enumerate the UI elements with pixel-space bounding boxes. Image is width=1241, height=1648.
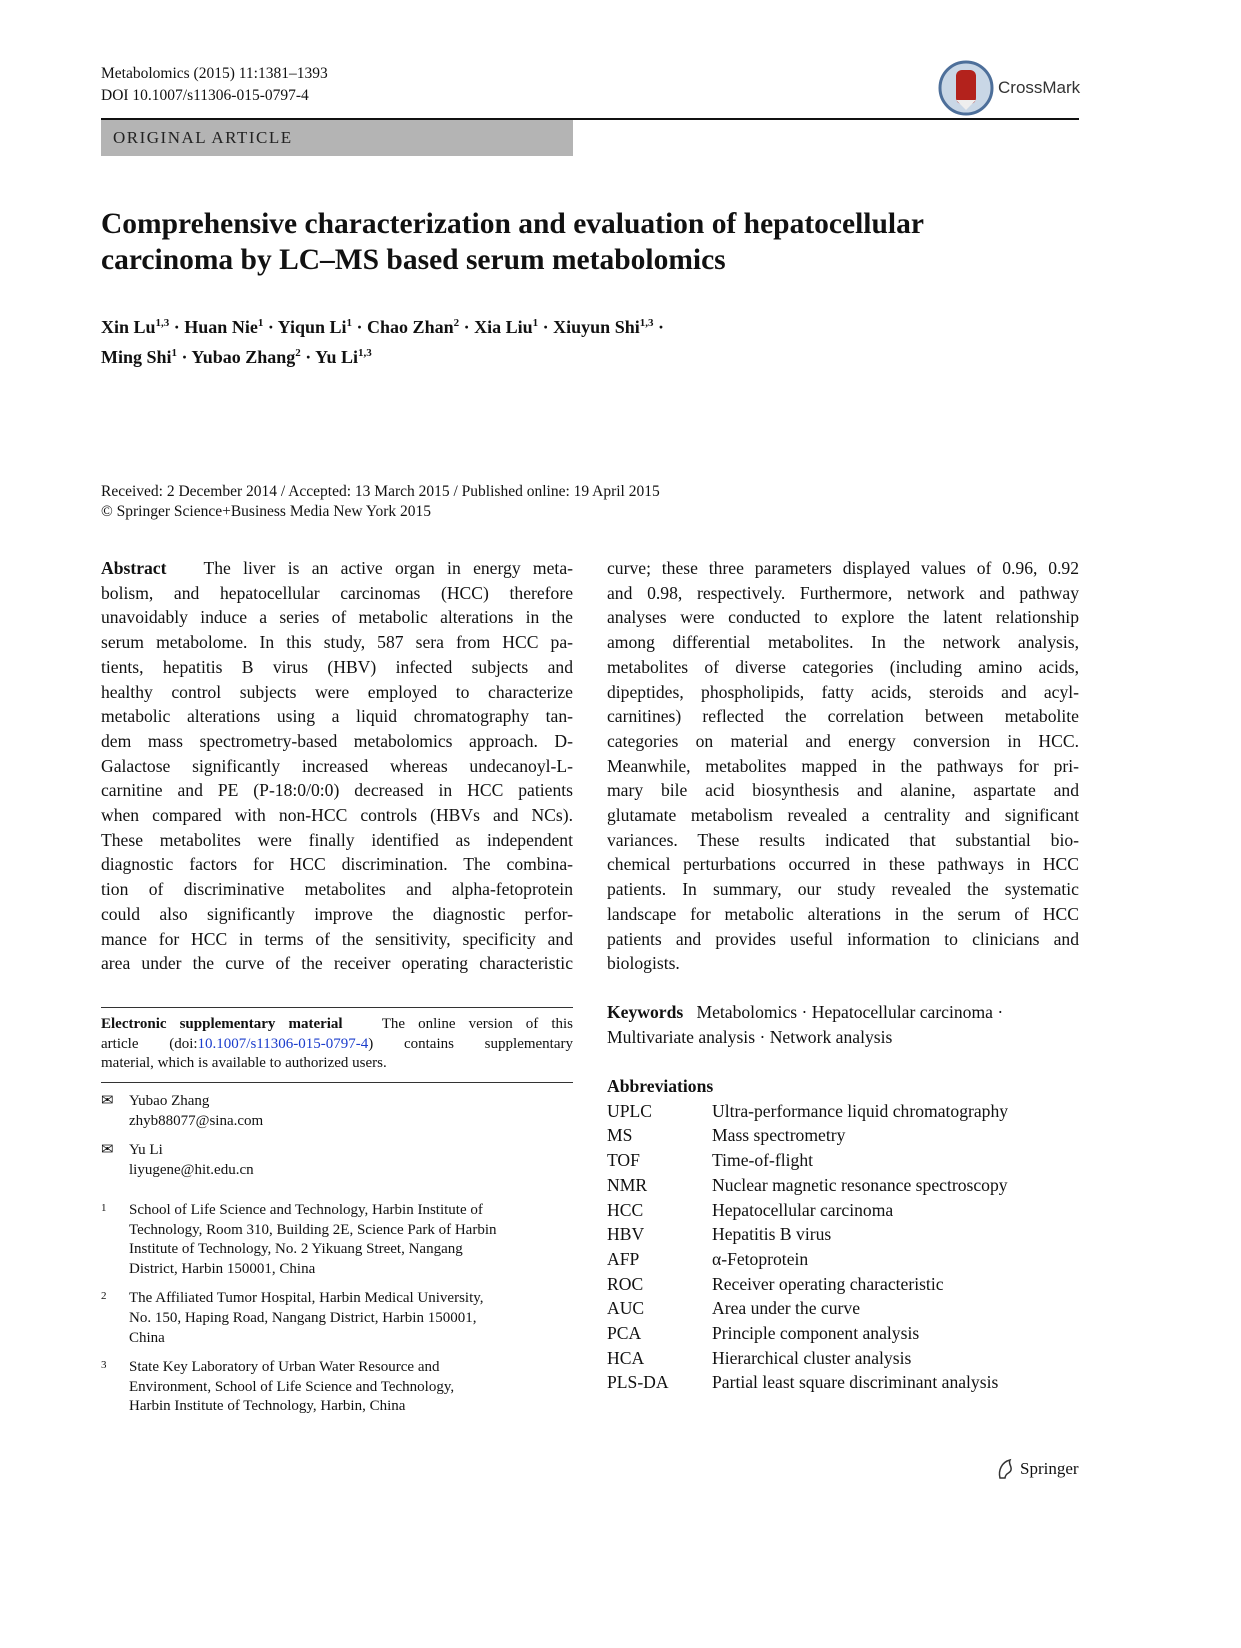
abbreviation-definition: α-Fetoprotein xyxy=(712,1248,809,1269)
supplementary-text: material, which is available to authorized users. xyxy=(101,1055,387,1072)
affiliations xyxy=(101,1201,573,1427)
keywords-line: Multivariate analysis · Network analysis xyxy=(607,1026,893,1047)
dates-line: Received: 2 December 2014 / Accepted: 13 March 2015 / Published online: 19 April 2015 xyxy=(101,483,660,500)
abbreviation-row xyxy=(607,1222,1079,1247)
abstract-line xyxy=(101,729,573,754)
abbreviation-row xyxy=(607,1148,1079,1173)
abbreviation-definition: Hepatocellular carcinoma xyxy=(712,1199,894,1220)
abstract-line xyxy=(101,704,573,729)
abstract-line xyxy=(607,680,1079,705)
abstract-line xyxy=(607,778,1079,803)
supplementary-text: article (doi: xyxy=(101,1035,198,1052)
footnote-divider xyxy=(101,1007,573,1008)
abbreviation-term: TOF xyxy=(607,1150,640,1171)
supplementary-text: ) contains supplementary xyxy=(368,1035,573,1052)
author-name: Ming Shi xyxy=(101,347,172,367)
author-name: Xia Liu xyxy=(474,317,533,337)
abbreviations xyxy=(607,1074,1079,1395)
abstract-line xyxy=(607,828,1079,853)
abstract-line-text: patients and provides useful information to clinicians and xyxy=(607,928,1079,949)
keywords xyxy=(607,1000,1079,1049)
affiliation-line: China xyxy=(129,1329,165,1346)
author-line: Ming Shi$^1$ · Yubao Zhang$^2$ · Yu Li$^{1,3}$ xyxy=(101,347,372,367)
affiliation-line: School of Life Science and Technology, Harbin Institute of xyxy=(129,1202,483,1218)
affiliation-line: Environment, School of Life Science and Technology, xyxy=(129,1378,455,1395)
abstract-line xyxy=(101,655,573,680)
abbreviation-term: HBV xyxy=(607,1224,645,1245)
author-affiliation-mark: 1,3 xyxy=(358,347,372,359)
abbreviation-term: NMR xyxy=(607,1174,648,1195)
abbreviation-row xyxy=(607,1247,1079,1272)
abstract-line-text: could also significantly improve the diagnostic perfor- xyxy=(101,903,573,924)
abbreviation-list xyxy=(607,1099,1079,1395)
abbreviation-term: PCA xyxy=(607,1323,642,1344)
abbreviation-term: PLS-DA xyxy=(607,1372,669,1393)
abstract-line-text: curve; these three parameters displayed values of 0.96, 0.92 xyxy=(607,558,1079,578)
supplementary-heading: Electronic supplementary material xyxy=(101,1016,343,1032)
contact-name: Yubao Zhang xyxy=(129,1093,210,1109)
author-name: Chao Zhan xyxy=(367,317,454,337)
abstract-line-text: These metabolites were finally identified as independent xyxy=(101,829,573,850)
abstract-line xyxy=(607,951,1079,976)
abstract-line xyxy=(607,729,1079,754)
springer-horse-icon xyxy=(996,1458,1016,1480)
abbreviations-heading: Abbreviations xyxy=(607,1076,714,1096)
abstract-line xyxy=(101,581,573,606)
author-affiliation-mark: 1,3 xyxy=(639,317,654,329)
abstract-line-text: when compared with non-HCC controls (HBVs and NCs). xyxy=(101,805,573,826)
abbreviation-definition: Principle component analysis xyxy=(712,1323,920,1344)
author-affiliation-mark: 2 xyxy=(453,317,460,329)
abstract-line xyxy=(607,655,1079,680)
affiliation xyxy=(101,1358,573,1417)
affiliation-number: 1 xyxy=(101,1202,107,1214)
abstract-line xyxy=(607,605,1079,630)
abstract-line-text: serum metabolome. In this study, 587 sera from HCC pa- xyxy=(101,632,573,653)
affiliation-number: 3 xyxy=(101,1359,107,1372)
author-name: Huan Nie xyxy=(184,317,258,337)
doi-link[interactable]: 10.1007/s11306-015-0797-4 xyxy=(197,1035,369,1052)
copyright: © Springer Science+Business Media New York 2015 xyxy=(101,503,432,520)
affiliation-line: Harbin Institute of Technology, Harbin, China xyxy=(129,1398,406,1415)
abbreviation-definition: Area under the curve xyxy=(712,1298,861,1319)
abstract-line-text: categories on material and energy conversion in HCC. xyxy=(607,730,1079,751)
author-line: Xin Lu$^{1,3}$ · Huan Nie$^1$ · Yiqun $Li^1$ · Chao Zhan$^2$ · Xia Liu$^1$ · Xiuyun Shi$^{1,3}$ · xyxy=(101,317,664,337)
abstract-line-text: Meanwhile, metabolites mapped in the pathways for pri- xyxy=(607,755,1079,776)
author-name: Xiuyun Shi xyxy=(553,317,640,337)
supplementary-text: The online version of this xyxy=(381,1016,574,1032)
affiliation xyxy=(101,1289,573,1348)
contact-name: Yu Li xyxy=(129,1142,163,1159)
abstract-line-text: carnitine and PE (P-18:0/0:0) decreased in HCC patients xyxy=(101,780,573,801)
abbreviation-term: UPLC xyxy=(607,1100,652,1121)
abstract-line xyxy=(607,704,1079,729)
publication-dates xyxy=(101,482,660,522)
abstract-line-text: tion of discriminative metabolites and alpha-fetoprotein xyxy=(101,879,573,900)
abstract-line xyxy=(101,927,573,952)
abstract-line xyxy=(101,556,573,581)
abstract-line-text: unavoidably induce a series of metabolic alterations in the xyxy=(101,607,573,628)
abstract-line-text: mance for HCC in terms of the sensitivity, specificity and xyxy=(101,928,573,949)
abbreviation-term: AFP xyxy=(607,1248,640,1269)
affiliation-line: Institute of Technology, No. 2 Yikuang Street, Nangang xyxy=(129,1241,463,1258)
journal-citation: Metabolomics (2015) 11:1381–1393 xyxy=(101,65,328,82)
abstract-line-text: variances. These results indicated that substantial bio- xyxy=(607,829,1079,850)
abbreviation-definition: Hepatitis B virus xyxy=(712,1224,832,1245)
abstract-line xyxy=(101,754,573,779)
author-affiliation-mark: 1 xyxy=(171,347,178,359)
abstract-line xyxy=(101,902,573,927)
author-list xyxy=(101,310,664,370)
publisher-name: Springer xyxy=(1020,1459,1079,1478)
abbreviation-row xyxy=(607,1296,1079,1321)
abstract-line-text: diagnostic factors for HCC discrimination. The combina- xyxy=(101,854,573,875)
contacts xyxy=(101,1092,573,1190)
abstract-line-text: dem mass spectrometry-based metabolomics approach. D- xyxy=(101,730,573,751)
abstract-line xyxy=(101,630,573,655)
author-affiliation-mark: 1 xyxy=(532,317,539,329)
abstract-line-text: dipeptides, phospholipids, fatty acids, steroids and acyl- xyxy=(607,681,1079,702)
abstract-line-text: tients, hepatitis B virus (HBV) infected subjects and xyxy=(101,656,573,677)
abstract-line xyxy=(101,828,573,853)
abstract-line-text: patients. In summary, our study revealed the systematic xyxy=(607,879,1079,900)
abbreviation-definition: Mass spectrometry xyxy=(712,1125,846,1146)
abbreviation-definition: Ultra-performance liquid chromatography xyxy=(712,1100,1009,1121)
abbreviation-definition: Time-of-flight xyxy=(712,1150,814,1171)
abstract-line-text: biologists. xyxy=(607,953,680,974)
doi: DOI 10.1007/s11306-015-0797-4 xyxy=(101,87,309,104)
abstract-line-text: bolism, and hepatocellular carcinomas (HCC) therefore xyxy=(101,582,573,603)
crossmark-button[interactable] xyxy=(938,60,1080,116)
abbreviation-row xyxy=(607,1099,1079,1124)
abbreviation-term: AUC xyxy=(607,1298,645,1319)
abstract-line xyxy=(101,951,573,976)
abstract-line-text: metabolites of diverse categories (including amino acids, xyxy=(607,656,1079,677)
crossmark-icon xyxy=(938,60,994,116)
article-type-banner: ORIGINAL ARTICLE xyxy=(101,120,573,156)
envelope-icon: ✉ xyxy=(101,1142,114,1159)
abstract-line-text: healthy control subjects were employed to characterize xyxy=(101,681,573,702)
keywords-heading: Keywords xyxy=(607,1002,684,1022)
abbreviation-row xyxy=(607,1123,1079,1148)
crossmark-label: CrossMark xyxy=(998,78,1081,97)
abbreviation-definition: Receiver operating characteristic xyxy=(712,1273,944,1294)
author-affiliation-mark: 2 xyxy=(295,347,301,359)
author-affiliation-mark: 1 xyxy=(257,317,264,329)
abstract-text: The liver is an active organ in energy meta- xyxy=(203,558,573,578)
affiliation-line: The Affiliated Tumor Hospital, Harbin Medical University, xyxy=(129,1290,484,1307)
keywords-line: Metabolomics · Hepatocellular carcinoma · xyxy=(696,1002,1004,1022)
contact-entry xyxy=(101,1141,573,1180)
abstract-line xyxy=(607,852,1079,877)
author-affiliation-mark: 1 xyxy=(346,317,353,329)
contact-email[interactable]: liyugene@hit.edu.cn xyxy=(129,1161,254,1178)
abbreviation-row xyxy=(607,1321,1079,1346)
abstract-line-text: carnitines) reflected the correlation between metabolite xyxy=(607,706,1079,727)
abstract-line xyxy=(101,605,573,630)
abstract-line xyxy=(607,803,1079,828)
abbreviation-row xyxy=(607,1370,1079,1395)
abbreviation-term: HCA xyxy=(607,1347,645,1368)
title-line: carcinoma by LC–MS based serum metabolomics xyxy=(101,244,726,276)
footnote-divider xyxy=(101,1082,573,1083)
affiliation-line: State Key Laboratory of Urban Water Resource and xyxy=(129,1359,440,1376)
abstract-line xyxy=(607,754,1079,779)
abstract-line-text: chemical perturbations occurred in these pathways in HCC xyxy=(607,854,1079,875)
abstract-line xyxy=(101,852,573,877)
abstract-line-text xyxy=(101,558,573,578)
affiliation-line: District, Harbin 150001, China xyxy=(129,1260,316,1277)
abstract-line-text: Galactose significantly increased whereas undecanoyl-L- xyxy=(101,755,573,776)
abstract-line xyxy=(101,778,573,803)
abstract-line-text: and 0.98, respectively. Furthermore, network and pathway xyxy=(607,582,1079,603)
author-name: Yiqun Li xyxy=(277,317,347,337)
abbreviation-term: ROC xyxy=(607,1273,644,1294)
author-name: Xin Lu xyxy=(101,317,156,337)
envelope-icon: ✉ xyxy=(101,1093,114,1109)
abbreviation-row xyxy=(607,1272,1079,1297)
author-name: Yu Li xyxy=(315,347,358,367)
abstract-line xyxy=(607,927,1079,952)
abbreviation-definition: Partial least square discriminant analysis xyxy=(712,1372,999,1393)
contact-email[interactable]: zhyb88077@sina.com xyxy=(129,1112,264,1129)
abstract-line xyxy=(101,803,573,828)
abstract-line-text: landscape for metabolic alterations in the serum of HCC xyxy=(607,903,1079,924)
abstract-line-text: analyses were conducted to explore the latent relationship xyxy=(607,607,1079,628)
abbreviation-row xyxy=(607,1198,1079,1223)
abbreviation-definition: Hierarchical cluster analysis xyxy=(712,1347,912,1368)
affiliation-line: Technology, Room 310, Building 2E, Science Park of Harbin xyxy=(129,1221,497,1238)
abstract-line xyxy=(607,902,1079,927)
abstract-line-text: mary bile acid biosynthesis and alanine, aspartate and xyxy=(607,780,1079,801)
abstract-right-column xyxy=(607,556,1079,976)
abstract-line xyxy=(607,581,1079,606)
abstract-line-text: metabolic alterations using a liquid chromatography tan- xyxy=(101,706,573,727)
abstract-line xyxy=(607,630,1079,655)
abstract-line xyxy=(607,556,1079,581)
abbreviation-term: MS xyxy=(607,1125,633,1146)
abstract-left-column xyxy=(101,556,573,976)
abbreviation-term: HCC xyxy=(607,1199,644,1220)
abstract-line xyxy=(101,680,573,705)
affiliation-number: 2 xyxy=(101,1290,107,1303)
abstract-line-text: among differential metabolites. In the network analysis, xyxy=(607,632,1079,653)
contact-entry xyxy=(101,1092,573,1131)
author-name: Yubao Zhang xyxy=(191,347,296,367)
author-affiliation-mark: 1,3 xyxy=(155,317,170,329)
affiliation-line: No. 150, Haping Road, Nangang District, Harbin 150001, xyxy=(129,1309,477,1326)
abbreviation-row xyxy=(607,1173,1079,1198)
affiliation xyxy=(101,1201,573,1279)
publisher-logo xyxy=(996,1458,1079,1480)
abbreviation-definition: Nuclear magnetic resonance spectroscopy xyxy=(712,1174,1008,1195)
title-line: Comprehensive characterization and evaluation of hepatocellular xyxy=(101,208,924,240)
abstract-heading: Abstract xyxy=(101,558,167,578)
abstract-line-text: area under the curve of the receiver operating characteristic xyxy=(101,953,573,974)
article-title xyxy=(101,206,1061,278)
abstract-line-text: glutamate metabolism revealed a centrality and significant xyxy=(607,805,1079,826)
abstract-line xyxy=(101,877,573,902)
abstract-line xyxy=(607,877,1079,902)
journal-header xyxy=(101,63,328,107)
supplementary-note xyxy=(101,1015,573,1074)
abbreviation-row xyxy=(607,1346,1079,1371)
